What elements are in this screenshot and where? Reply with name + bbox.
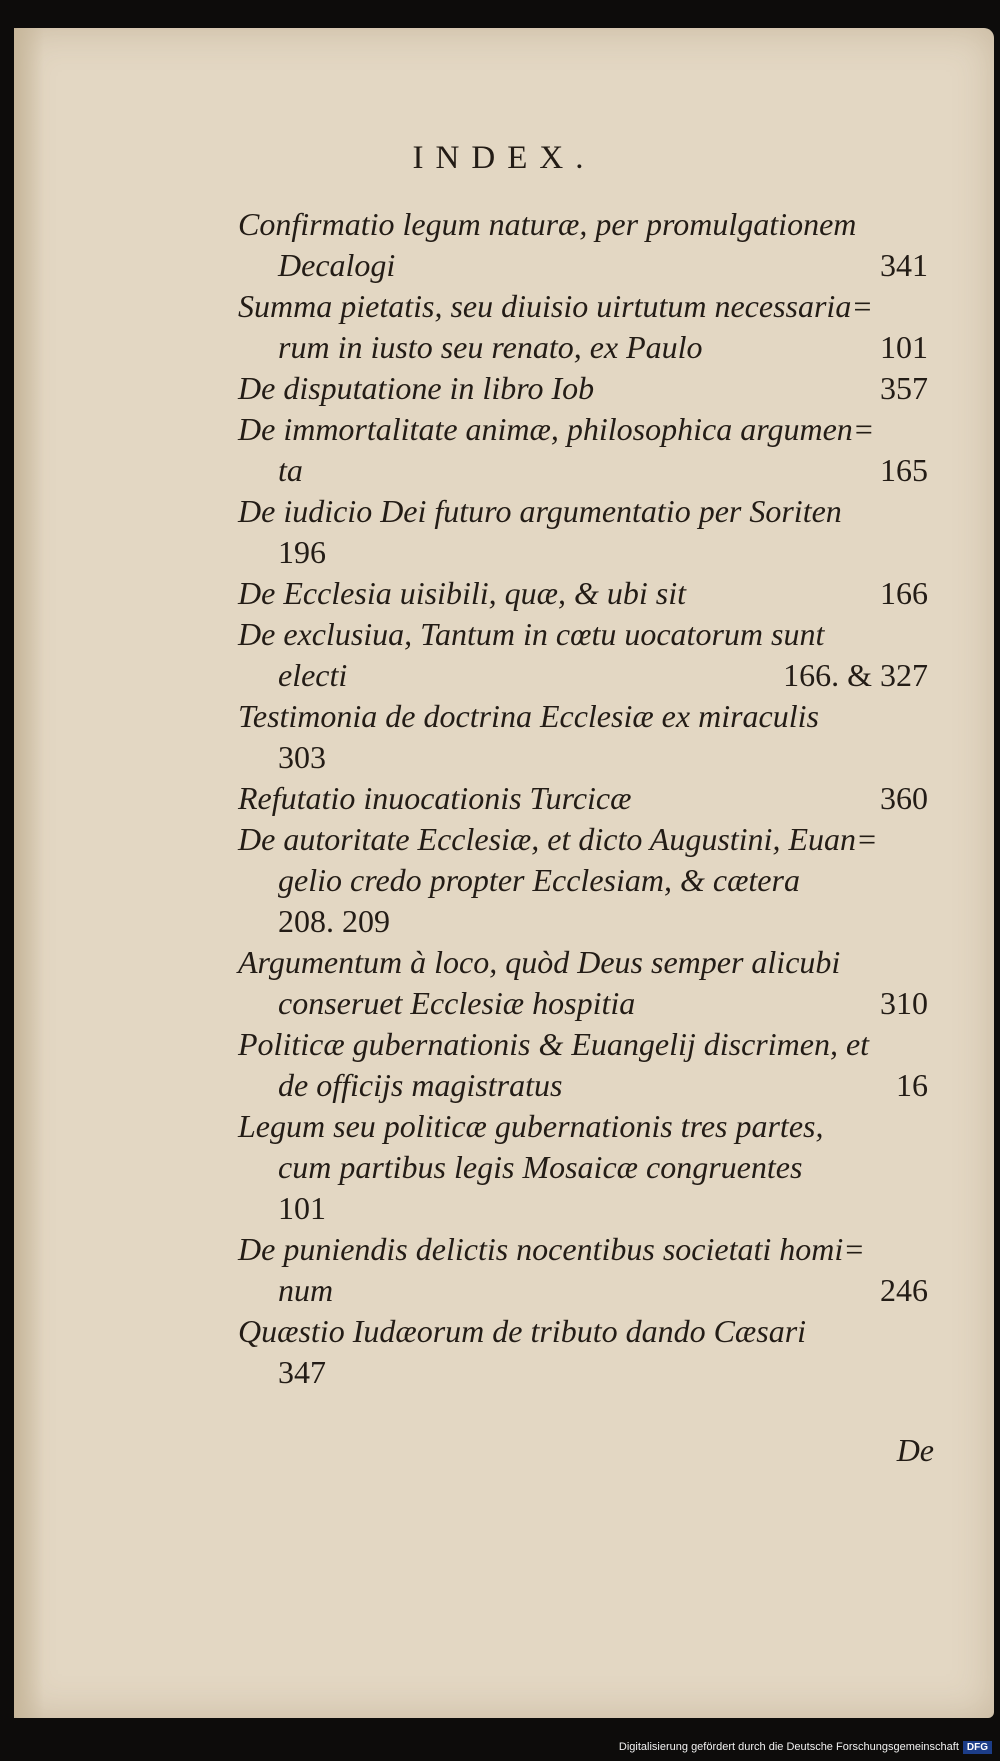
page-number: 341 (880, 247, 928, 283)
entry-text: de officijs magistratus (278, 1067, 563, 1103)
entry-text-line: De exclusiua, Tantum in cœtu uocatorum sunt (238, 616, 825, 652)
entry-text: ta (278, 452, 303, 488)
index-entry (238, 942, 928, 1024)
entry-text-line: De puniendis delictis nocentibus societati homi= (238, 1231, 865, 1267)
page-number: 166. & 327 (783, 657, 928, 693)
entry-text-line: Summa pietatis, seu diuisio uirtutum necessaria= (238, 288, 873, 324)
entry-text-line: Argumentum à loco, quòd Deus semper alicubi (238, 944, 841, 980)
entry-text-line: gelio credo propter Ecclesiam, & cætera (278, 862, 800, 898)
catchword: De (896, 1432, 934, 1468)
entry-text-line: De immortalitate animæ, philosophica argumen= (238, 411, 875, 447)
entry-text-line: De iudicio Dei futuro argumentatio per Soriten (238, 493, 842, 529)
entry-text-line (238, 1065, 928, 1106)
entry-text-line (238, 245, 928, 286)
index-entry (238, 614, 928, 696)
entry-page-line (238, 1352, 928, 1393)
page-number: 347 (278, 1354, 326, 1390)
index-entry (238, 819, 928, 942)
entry-text-line (238, 573, 928, 614)
entry-text-line: De autoritate Ecclesiæ, et dicto Augustini, Euan= (238, 821, 878, 857)
index-entries (238, 204, 928, 1393)
page-number: 196 (278, 534, 326, 570)
page-number: 101 (880, 329, 928, 365)
page-number: 101 (278, 1190, 326, 1226)
page-header: INDEX. (412, 140, 596, 176)
page-number: 310 (880, 985, 928, 1021)
index-entry (238, 286, 928, 368)
entry-text-line (238, 327, 928, 368)
entry-text-line (238, 983, 928, 1024)
entry-text-line: Politicæ gubernationis & Euangelij discrimen, et (238, 1026, 870, 1062)
index-entry (238, 1024, 928, 1106)
index-entry (238, 696, 928, 778)
entry-page-line (238, 1188, 928, 1229)
entry-page-line (238, 737, 928, 778)
index-entry (238, 204, 928, 286)
page-number: 208. 209 (278, 903, 390, 939)
index-entry (238, 1106, 928, 1229)
page-number: 357 (880, 370, 928, 406)
entry-text-line (238, 368, 928, 409)
page-number: 303 (278, 739, 326, 775)
page-spine-shadow (14, 28, 44, 1718)
entry-text-line: Confirmatio legum naturæ, per promulgationem (238, 206, 857, 242)
entry-text: De Ecclesia uisibili, quæ, & ubi sit (238, 575, 686, 611)
dfg-logo: DFG (963, 1741, 992, 1754)
entry-text: rum in iusto seu renato, ex Paulo (278, 329, 703, 365)
entry-page-line (238, 901, 928, 942)
entry-text-line: Quæstio Iudæorum de tributo dando Cæsari (238, 1313, 807, 1349)
index-entry (238, 1311, 928, 1393)
page-number: 16 (896, 1067, 928, 1103)
entry-text-line (238, 655, 928, 696)
index-entry (238, 573, 928, 614)
digitization-footer (619, 1737, 992, 1757)
entry-text-line (238, 450, 928, 491)
entry-text: De disputatione in libro Iob (238, 370, 595, 406)
page-number: 166 (880, 575, 928, 611)
entry-text-line (238, 778, 928, 819)
index-entry (238, 778, 928, 819)
entry-page-line (238, 532, 928, 573)
entry-text-line (238, 1270, 928, 1311)
index-entry (238, 409, 928, 491)
entry-text-line: Testimonia de doctrina Ecclesiæ ex miraculis (238, 698, 819, 734)
page-number: 360 (880, 780, 928, 816)
entry-text: Refutatio inuocationis Turcicæ (238, 780, 632, 816)
footer-credit-text: Digitalisierung gefördert durch die Deutsche Forschungsgemeinschaft (618, 1741, 959, 1753)
entry-text-line: cum partibus legis Mosaicæ congruentes (278, 1149, 803, 1185)
book-page (14, 28, 994, 1718)
index-entry (238, 491, 928, 573)
index-entry (238, 1229, 928, 1311)
entry-text-line: Legum seu politicæ gubernationis tres partes, (238, 1108, 824, 1144)
entry-text: electi (278, 657, 348, 693)
entry-text: num (278, 1272, 334, 1308)
entry-text: conseruet Ecclesiæ hospitia (278, 985, 636, 1021)
index-entry (238, 368, 928, 409)
entry-text: Decalogi (278, 247, 396, 283)
page-number: 246 (880, 1272, 928, 1308)
page-number: 165 (880, 452, 928, 488)
